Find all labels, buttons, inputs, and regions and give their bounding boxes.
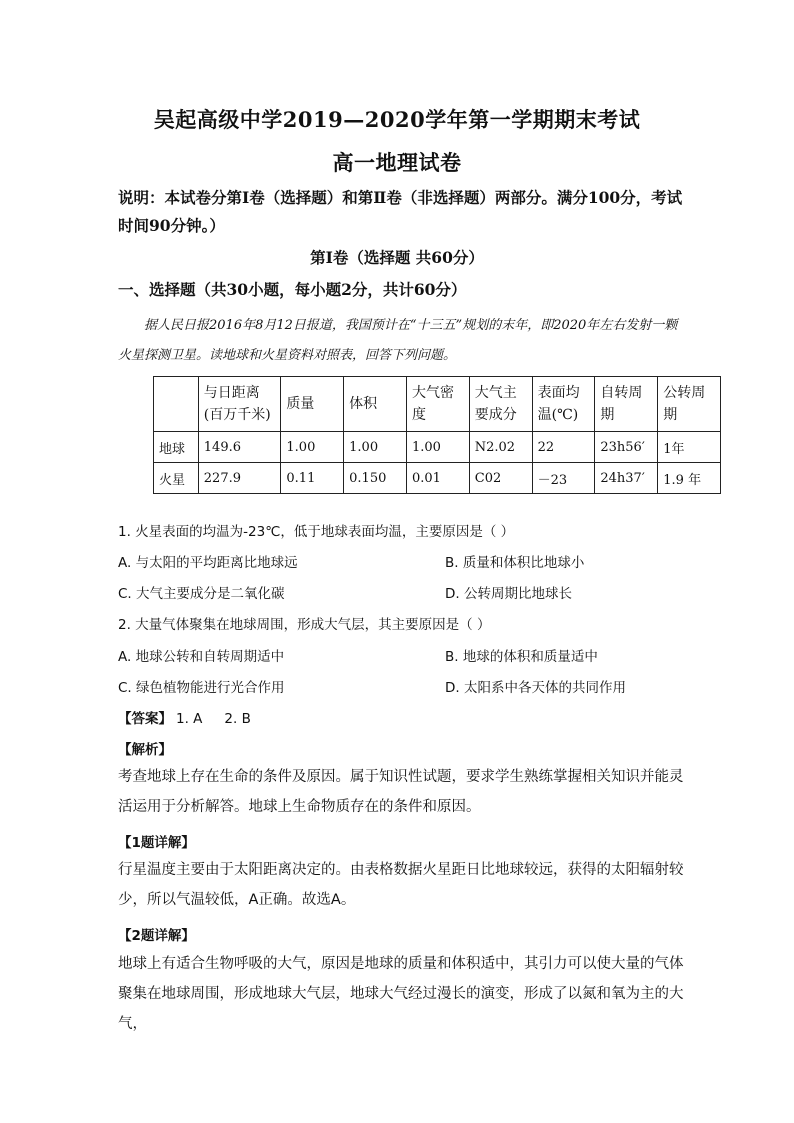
table-cell: 0.01 — [407, 463, 470, 494]
table-header-cell: 公转周期 — [658, 377, 721, 432]
table-cell: 227.9 — [198, 463, 281, 494]
detail-2-label: 【2题详解】 — [118, 928, 195, 944]
exam-instructions: 说明：本试卷分第Ⅰ卷（选择题）和第Ⅱ卷（非选择题）两部分。满分100分，考试时间90分钟。） — [118, 188, 683, 235]
answer-1: 1. A — [176, 711, 203, 727]
question-intro — [118, 311, 688, 371]
table-row — [154, 432, 721, 463]
table-cell: －23 — [532, 463, 595, 494]
table-cell: 149.6 — [198, 432, 281, 463]
table-cell: 24h37′ — [595, 463, 658, 494]
question-2-stem: 2. 大量气体聚集在地球周围，形成大气层，其主要原因是（ ） — [118, 617, 491, 633]
answer-line — [118, 707, 251, 727]
table-header-row — [154, 377, 721, 432]
table-cell: C02 — [469, 463, 532, 494]
section-heading: 第Ⅰ卷（选择题 共60分） — [310, 248, 484, 267]
table-header-cell: 大气主要成分 — [469, 377, 532, 432]
table-row — [154, 463, 721, 494]
detail-1-label: 【1题详解】 — [118, 835, 195, 851]
exam-title: 吴起高级中学2019—2020学年第一学期期末考试 — [153, 107, 641, 132]
question-1-option-a: A. 与太阳的平均距离比地球远 — [118, 555, 298, 571]
question-1-option-c: C. 大气主要成分是二氧化碳 — [118, 586, 285, 602]
table-cell: 1.00 — [407, 432, 470, 463]
table-header-cell: 表面均温(℃) — [532, 377, 595, 432]
table-cell: 火星 — [154, 463, 199, 494]
analysis-label: 【解析】 — [118, 742, 172, 758]
analysis-text: 考查地球上存在生命的条件及原因。属于知识性试题，要求学生熟练掌握相关知识并能灵活运用于分析解答。地球上生命物质存在的条件和原因。 — [118, 769, 684, 815]
table-header-cell — [154, 377, 199, 432]
table-cell: 0.11 — [281, 463, 344, 494]
table-cell: 0.150 — [344, 463, 407, 494]
table-header-cell: 自转周期 — [595, 377, 658, 432]
answer-2: 2. B — [224, 711, 251, 727]
table-header-cell: 大气密度 — [407, 377, 470, 432]
answer-label: 【答案】 — [118, 711, 172, 727]
question-2-option-d: D. 太阳系中各天体的共同作用 — [445, 680, 626, 696]
intro-text: 据人民日报2016年8月12日报道，我国预计在“十三五”规划的末年，即2020年左右发射一颗火星探测卫星。读地球和火星资料对照表，回答下列问题。 — [118, 318, 678, 363]
detail-1-text: 行星温度主要由于太阳距离决定的。由表格数据火星距日比地球较远，获得的太阳辐射较少，所以气温较低，A正确。故选A。 — [118, 862, 684, 908]
table-cell: N2.02 — [469, 432, 532, 463]
table-cell: 23h56′ — [595, 432, 658, 463]
question-1-option-b: B. 质量和体积比地球小 — [445, 555, 585, 571]
detail-2-text: 地球上有适合生物呼吸的大气，原因是地球的质量和体积适中，其引力可以使大量的气体聚集在地球周围，形成地球大气层，地球大气经过漫长的演变，形成了以氮和氧为主的大气， — [118, 956, 684, 1032]
table-cell: 22 — [532, 432, 595, 463]
table-header-cell: 与日距离(百万千米) — [198, 377, 281, 432]
table-cell: 1.00 — [281, 432, 344, 463]
table-cell: 1.00 — [344, 432, 407, 463]
table-header-cell: 质量 — [281, 377, 344, 432]
exam-subtitle: 高一地理试卷 — [332, 150, 462, 175]
table-cell: 地球 — [154, 432, 199, 463]
earth-mars-table — [153, 376, 721, 494]
table-cell: 1年 — [658, 432, 721, 463]
question-1-stem: 1. 火星表面的均温为-23℃，低于地球表面均温，主要原因是（ ） — [118, 524, 515, 540]
question-2-option-c: C. 绿色植物能进行光合作用 — [118, 680, 285, 696]
table-cell: 1.9 年 — [658, 463, 721, 494]
table-header-cell: 体积 — [344, 377, 407, 432]
question-1-option-d: D. 公转周期比地球长 — [445, 586, 572, 602]
question-group-heading: 一、选择题（共30小题，每小题2分，共计60分） — [118, 280, 467, 299]
question-2-option-a: A. 地球公转和自转周期适中 — [118, 649, 285, 665]
question-2-option-b: B. 地球的体积和质量适中 — [445, 649, 598, 665]
